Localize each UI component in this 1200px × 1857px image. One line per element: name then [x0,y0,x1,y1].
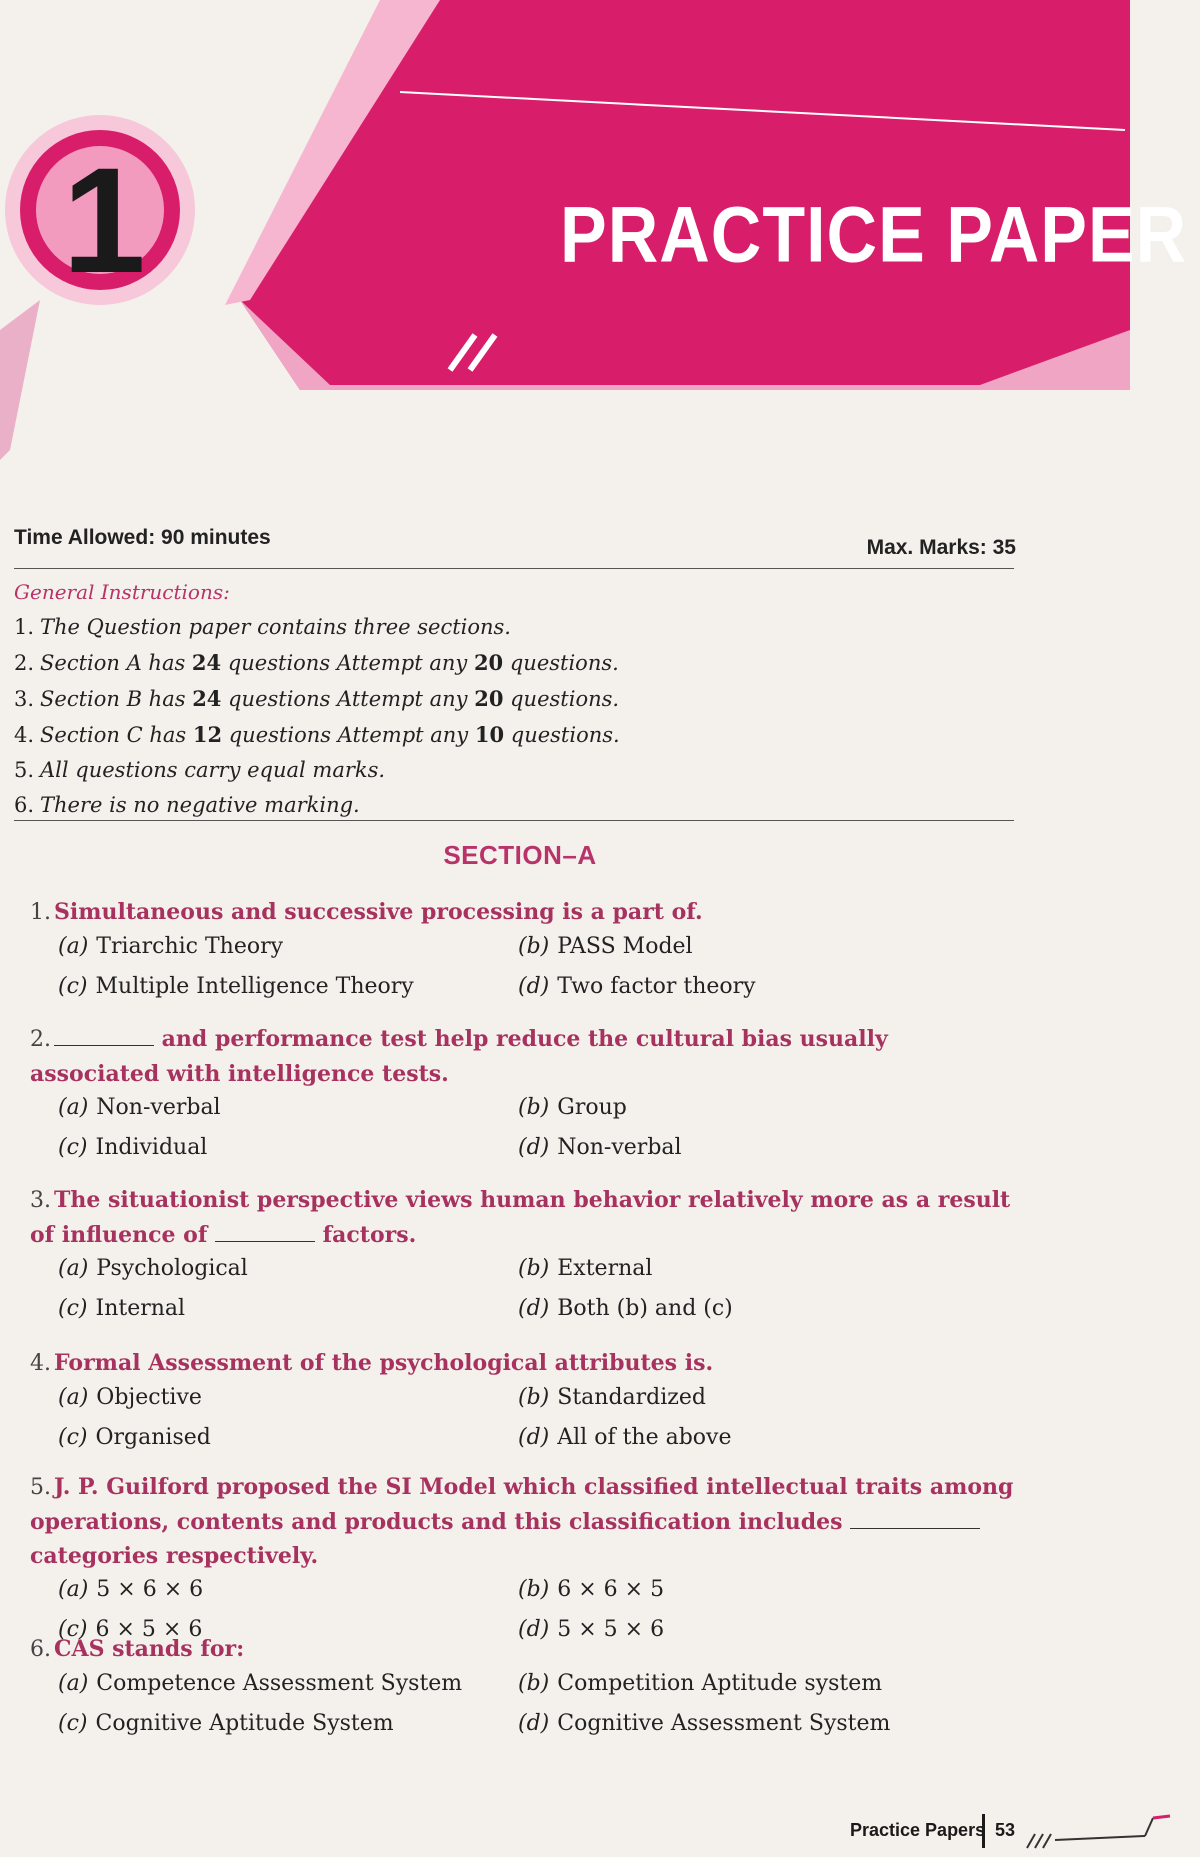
question-text: 6. CAS stands for: [30,1636,245,1662]
option-a[interactable]: (a) Psychological [58,1256,248,1281]
answer-blank [215,1241,315,1242]
instruction-item: 2. Section A has 24 questions Attempt any 20 questions. [14,650,619,675]
instructions-heading: General Instructions: [14,580,230,604]
page-number: 53 [995,1820,1016,1840]
instruction-item: 4. Section C has 12 questions Attempt any 10 questions. [14,722,620,747]
option-b[interactable]: (b) External [518,1256,653,1281]
footer-label: Practice Papers [850,1820,986,1840]
max-marks: Max. Marks: 35 [866,536,1016,559]
header-banner [0,0,1200,460]
footer-decoration [1025,1810,1200,1850]
option-d[interactable]: (d) Two factor theory [518,974,756,999]
option-c[interactable]: (c) 6 × 5 × 6 [58,1617,203,1642]
options [30,1256,1020,1336]
option-d[interactable]: (d) 5 × 5 × 6 [518,1617,665,1642]
divider-top [14,568,1014,569]
footer-separator [982,1814,985,1848]
answer-blank [54,1045,154,1046]
answer-blank [850,1528,980,1529]
option-c[interactable]: (c) Multiple Intelligence Theory [58,974,414,999]
question-1 [30,895,1020,1014]
option-c[interactable]: (c) Organised [58,1425,211,1450]
option-b[interactable]: (b) Competition Aptitude system [518,1671,883,1696]
chapter-number: 1 [62,136,146,304]
question-5 [30,1470,1020,1657]
question-text: 2. and performance test help reduce the cultural bias usually associated with intelligence tests. [30,1026,888,1087]
option-b[interactable]: (b) Standardized [518,1385,706,1410]
question-text: 1. Simultaneous and successive processing is a part of. [30,899,703,925]
options [30,1095,1020,1175]
option-d[interactable]: (d) Cognitive Assessment System [518,1711,891,1736]
option-a[interactable]: (a) 5 × 6 × 6 [58,1577,204,1602]
option-b[interactable]: (b) Group [518,1095,627,1120]
option-c[interactable]: (c) Cognitive Aptitude System [58,1711,394,1736]
options [30,934,1020,1014]
options [30,1385,1020,1465]
page-footer [850,1810,1190,1850]
section-title: SECTION–A [443,840,597,870]
instruction-item: 5. All questions carry equal marks. [14,758,386,782]
instruction-item: 1. The Question paper contains three sections. [14,615,511,639]
question-6 [30,1632,1020,1751]
option-b[interactable]: (b) PASS Model [518,934,693,959]
option-a[interactable]: (a) Triarchic Theory [58,934,284,959]
option-d[interactable]: (d) All of the above [518,1425,732,1450]
option-a[interactable]: (a) Non-verbal [58,1095,221,1120]
question-text: 3. The situationist perspective views human behavior relatively more as a result of influence of factors. [30,1187,1011,1248]
question-2 [30,1022,1020,1175]
options [30,1671,1020,1751]
question-text: 5. J. P. Guilford proposed the SI Model which classified intellectual traits among operations, contents and products and this classification includes categories respectively. [30,1474,1014,1569]
page-title: PRACTICE PAPER [560,191,1188,279]
option-b[interactable]: (b) 6 × 6 × 5 [518,1577,665,1602]
question-text: 4. Formal Assessment of the psychological attributes is. [30,1350,714,1376]
option-d[interactable]: (d) Non-verbal [518,1135,682,1160]
option-a[interactable]: (a) Competence Assessment System [58,1671,463,1696]
option-a[interactable]: (a) Objective [58,1385,202,1410]
time-allowed: Time Allowed: 90 minutes [14,526,271,549]
question-3 [30,1183,1020,1336]
general-instructions [14,575,654,823]
instruction-item: 6. There is no negative marking. [14,793,360,817]
option-c[interactable]: (c) Individual [58,1135,208,1160]
option-d[interactable]: (d) Both (b) and (c) [518,1296,733,1321]
question-4 [30,1346,1020,1465]
divider-bottom [14,820,1014,821]
instruction-item: 3. Section B has 24 questions Attempt any 20 questions. [14,686,620,711]
exam-meta [14,520,1014,560]
option-c[interactable]: (c) Internal [58,1296,186,1321]
